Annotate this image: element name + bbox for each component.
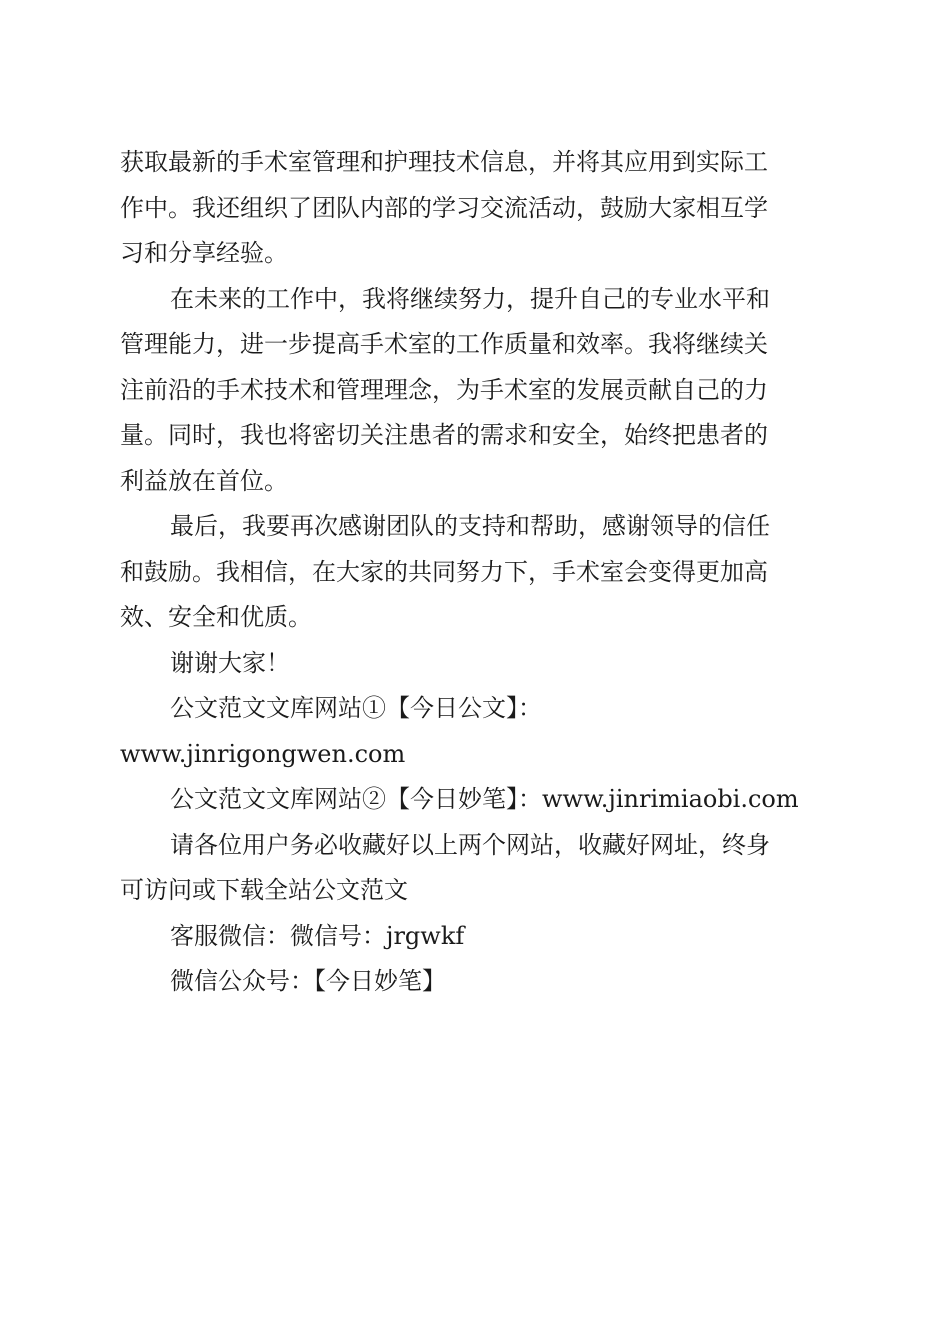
wechat-official-account-line: 微信公众号：【今日妙笔】 <box>170 967 446 995</box>
website-2-line[interactable]: 公文范文文库网站②【今日妙笔】：www.jinrimiaobi.com <box>170 785 799 813</box>
text-line: 最后，我要再次感谢团队的支持和帮助，感谢领导的信任 <box>170 512 770 540</box>
text-line: 和鼓励。我相信，在大家的共同努力下，手术室会变得更加高 <box>120 557 768 586</box>
website-1-url[interactable]: www.jinrigongwen.com <box>120 739 406 768</box>
text-line: 利益放在首位。 <box>120 466 288 495</box>
text-line: 习和分享经验。 <box>120 239 288 267</box>
document-page <box>120 140 822 1005</box>
text-line: 作中。我还组织了团队内部的学习交流活动，鼓励大家相互学 <box>120 193 768 222</box>
text-line: 请各位用户务必收藏好以上两个网站，收藏好网址，终身 <box>170 830 770 859</box>
text-line: 在未来的工作中，我将继续努力，提升自己的专业水平和 <box>170 284 770 313</box>
text-line: 谢谢大家！ <box>170 648 290 677</box>
wechat-service-line: 客服微信：微信号：jrgwkf <box>170 921 465 950</box>
text-line: 管理能力，进一步提高手术室的工作质量和效率。我将继续关 <box>120 330 768 358</box>
text-line: 获取最新的手术室管理和护理技术信息，并将其应用到实际工 <box>120 148 768 176</box>
text-line: 量。同时，我也将密切关注患者的需求和安全，始终把患者的 <box>120 421 768 449</box>
website-1-label: 公文范文文库网站①【今日公文】： <box>170 694 542 722</box>
text-line: 注前沿的手术技术和管理理念，为手术室的发展贡献自己的力 <box>120 375 768 404</box>
text-line: 效、安全和优质。 <box>120 603 312 631</box>
text-line: 可访问或下载全站公文范文 <box>120 876 408 904</box>
